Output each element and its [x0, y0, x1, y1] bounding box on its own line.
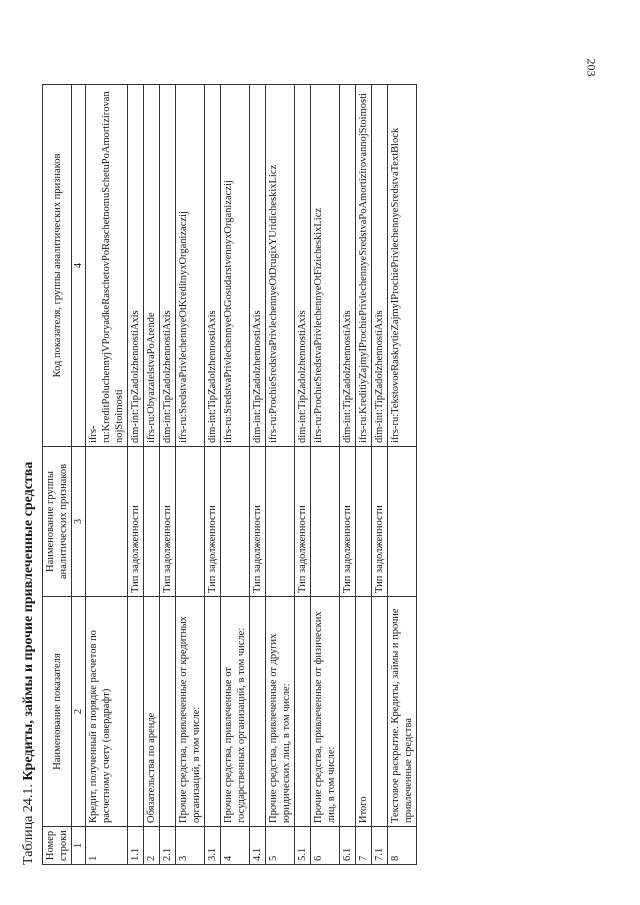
table-row [221, 85, 250, 865]
row-number: 6 [311, 827, 340, 865]
header-group-name: Наименование группы аналитических признаков [43, 447, 72, 597]
column-number: 3 [72, 447, 86, 597]
group-name: Тип задолженности [372, 447, 388, 597]
row-number: 7 [356, 827, 372, 865]
table-row [144, 85, 160, 865]
page-number: 203 [584, 58, 599, 77]
indicator-name: Кредит, полученный в порядке расчетов по расчетному счету (овердрафт) [86, 597, 128, 827]
header-indicator-code: Код показателя, группы аналитических признаков [43, 85, 72, 447]
indicator-code: ifrs-ru:ObyazatelstvaPoArende [144, 85, 160, 447]
indicator-code: ifrs-ru:ProchieSredstvaPrivlechennyeOtDrugixYUridicheskixLicz [266, 85, 295, 447]
indicator-code: ifrs-ru:SredstvaPrivlechennyeOtKreditnyxOrganizaczij [176, 85, 205, 447]
table-caption-title: Кредиты, займы и прочие привлеченные средства [21, 461, 36, 781]
indicator-code: ifrs-ru:KreditiyZajmyIProchiePrivlechennyeSredstvaPoAmortizirovannojStoimosti [356, 85, 372, 447]
row-number: 2 [144, 827, 160, 865]
row-number: 4.1 [250, 827, 266, 865]
column-number: 2 [72, 597, 86, 827]
indicator-name: Итого [356, 597, 372, 827]
indicator-code: dim-int:TipZadolzhennostiAxis [160, 85, 176, 447]
table-row [205, 85, 221, 865]
header-row-number: Номер строки [43, 827, 72, 865]
table-row [311, 85, 340, 865]
group-name: Тип задолженности [340, 447, 356, 597]
row-number: 3.1 [205, 827, 221, 865]
indicator-name: Прочие средства, привлеченные от физических лиц, в том числе: [311, 597, 340, 827]
row-number: 2.1 [160, 827, 176, 865]
row-number: 3 [176, 827, 205, 865]
indicator-name: Текстовое раскрытие. Кредиты, займы и прочие привлеченные средства [388, 597, 417, 827]
indicator-name [160, 597, 176, 827]
data-table [42, 84, 417, 865]
indicator-name [295, 597, 311, 827]
group-name [266, 447, 295, 597]
indicator-code: dim-int:TipZadolzhennostiAxis [372, 85, 388, 447]
row-number: 4 [221, 827, 250, 865]
indicator-name [205, 597, 221, 827]
row-number: 1.1 [128, 827, 144, 865]
indicator-code: dim-int:TipZadolzhennostiAxis [340, 85, 356, 447]
table-row [295, 85, 311, 865]
group-name [388, 447, 417, 597]
row-number: 7.1 [372, 827, 388, 865]
indicator-name: Прочие средства, привлеченные от государственных организаций, в том числе: [221, 597, 250, 827]
row-number: 5 [266, 827, 295, 865]
row-number: 1 [86, 827, 128, 865]
indicator-name [372, 597, 388, 827]
indicator-code: ifrs-ru:ProchieSredstvaPrivlechennyeOtFizicheskixLicz [311, 85, 340, 447]
table-caption-prefix: Таблица 24.1. [21, 780, 36, 865]
table-row [176, 85, 205, 865]
indicator-code: ifrs-ru:TekstovoeRaskrytieZajmyIProchiePrivlechennyeSredstvaTextBlock [388, 85, 417, 447]
table-row [388, 85, 417, 865]
row-number: 8 [388, 827, 417, 865]
indicator-name [250, 597, 266, 827]
group-name [311, 447, 340, 597]
indicator-code: dim-int:TipZadolzhennostiAxis [128, 85, 144, 447]
rotated-page-content [20, 75, 560, 875]
indicator-code: ifrs-ru:SredstvaPrivlechennyeOtGosudarstvennyxOrganizaczij [221, 85, 250, 447]
column-number: 1 [72, 827, 86, 865]
indicator-code: dim-int:TipZadolzhennostiAxis [205, 85, 221, 447]
table-row [160, 85, 176, 865]
table-row [340, 85, 356, 865]
table-row [86, 85, 128, 865]
indicator-name [340, 597, 356, 827]
row-number: 6.1 [340, 827, 356, 865]
column-number: 4 [72, 85, 86, 447]
group-name [86, 447, 128, 597]
group-name [144, 447, 160, 597]
indicator-name: Прочие средства, привлеченные от кредитных организаций, в том числе: [176, 597, 205, 827]
group-name [176, 447, 205, 597]
table-row [250, 85, 266, 865]
indicator-code: ifrs-ru:KreditPoluchennyjVPoryadkeRaschetovPoRaschetnomuSchetuPoAmortizirovannojStoimosti [86, 85, 128, 447]
group-name [221, 447, 250, 597]
group-name: Тип задолженности [205, 447, 221, 597]
group-name: Тип задолженности [295, 447, 311, 597]
table-header-row [43, 85, 72, 865]
indicator-name [128, 597, 144, 827]
group-name: Тип задолженности [128, 447, 144, 597]
header-indicator-name: Наименование показателя [43, 597, 72, 827]
column-numbers-row [72, 85, 86, 865]
indicator-code: dim-int:TipZadolzhennostiAxis [295, 85, 311, 447]
row-number: 5.1 [295, 827, 311, 865]
table-row [372, 85, 388, 865]
group-name: Тип задолженности [160, 447, 176, 597]
table-row [266, 85, 295, 865]
table-caption [20, 75, 38, 865]
table-row [356, 85, 372, 865]
group-name [356, 447, 372, 597]
indicator-name: Прочие средства, привлеченные от других юридических лиц, в том числе: [266, 597, 295, 827]
indicator-code: dim-int:TipZadolzhennostiAxis [250, 85, 266, 447]
indicator-name: Обязательства по аренде [144, 597, 160, 827]
group-name: Тип задолженности [250, 447, 266, 597]
table-row [128, 85, 144, 865]
